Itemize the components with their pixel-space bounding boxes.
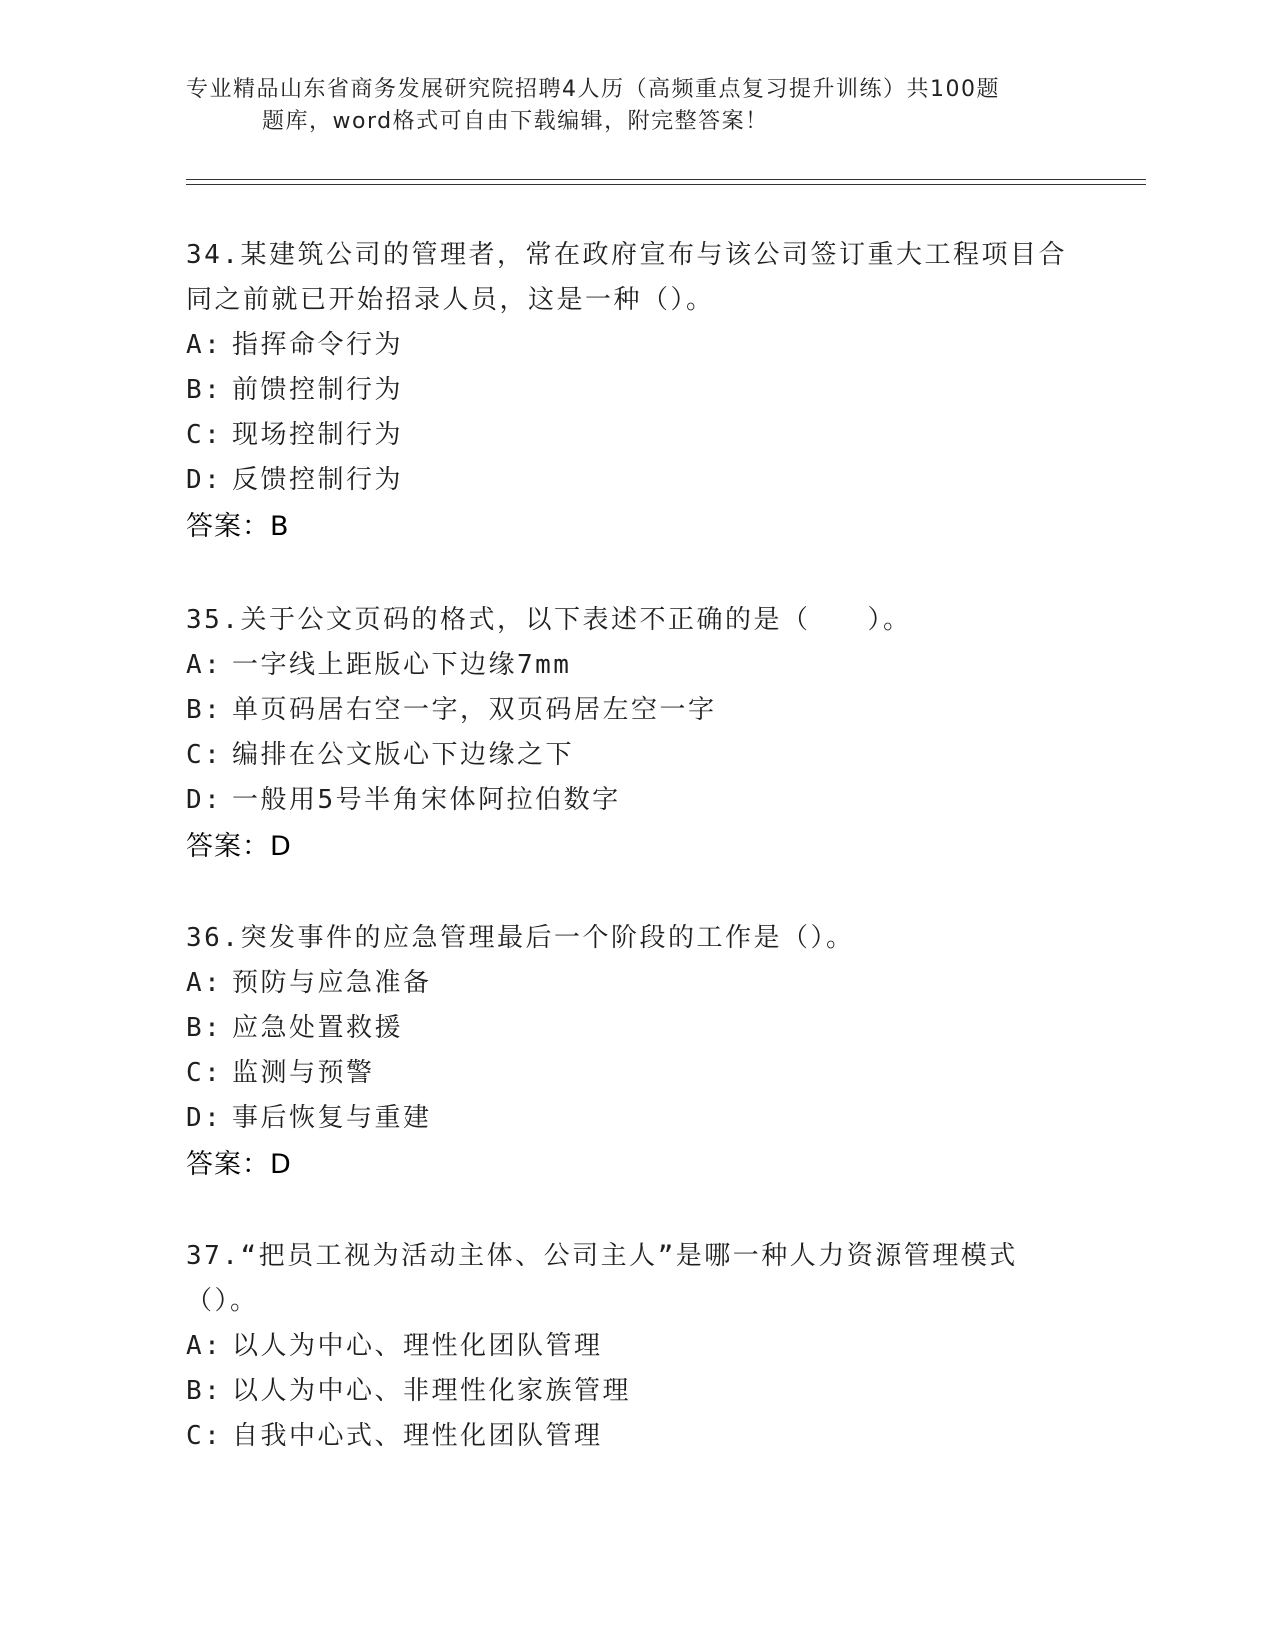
- header-title-line-2: 题库，word格式可自由下载编辑，附完整答案！: [262, 109, 769, 134]
- option-b: [186, 368, 1086, 413]
- question-36: [186, 916, 1086, 1189]
- answer-label: 答案：B: [186, 511, 290, 542]
- option-letter: D:: [186, 465, 223, 495]
- option-text: 反馈控制行为: [232, 465, 404, 495]
- question-stem: 37.“把员工视为活动主体、公司主人”是哪一种人力资源管理模式（）。: [186, 1241, 1018, 1316]
- option-letter: A:: [186, 1331, 223, 1361]
- option-c: [186, 1414, 1086, 1459]
- answer-label: 答案：D: [186, 831, 292, 862]
- option-letter: C:: [186, 420, 223, 450]
- option-b: [186, 1369, 1086, 1414]
- option-a: [186, 323, 1086, 368]
- document-header: [186, 74, 1066, 138]
- header-divider-top: [186, 179, 1146, 180]
- option-a: [186, 643, 1086, 688]
- question-35: [186, 598, 1086, 871]
- option-d: [186, 458, 1086, 503]
- option-text: 预防与应急准备: [232, 968, 432, 998]
- question-stem: 35.关于公文页码的格式，以下表述不正确的是（ ）。: [186, 605, 912, 635]
- option-a: [186, 961, 1086, 1006]
- option-letter: B:: [186, 375, 223, 405]
- header-title-line-1: 专业精品山东省商务发展研究院招聘4人历（高频重点复习提升训练）共100题: [186, 77, 1000, 102]
- option-letter: A:: [186, 330, 223, 360]
- option-text: 应急处置救援: [232, 1013, 404, 1043]
- answer-label: 答案：D: [186, 1149, 292, 1180]
- option-letter: B:: [186, 1013, 223, 1043]
- option-text: 编排在公文版心下边缘之下: [232, 740, 575, 770]
- option-letter: A:: [186, 650, 223, 680]
- question-stem: 34.某建筑公司的管理者，常在政府宣布与该公司签订重大工程项目合同之前就已开始招录人员，这是一种（）。: [186, 240, 1067, 315]
- question-34: [186, 233, 1086, 551]
- option-text: 现场控制行为: [232, 420, 404, 450]
- option-d: [186, 778, 1086, 823]
- question-37: [186, 1234, 1086, 1459]
- option-d: [186, 1096, 1086, 1141]
- option-text: 监测与预警: [232, 1058, 375, 1088]
- option-b: [186, 1006, 1086, 1051]
- header-divider-bottom: [186, 184, 1146, 185]
- option-text: 单页码居右空一字，双页码居左空一字: [232, 695, 717, 725]
- option-letter: C:: [186, 740, 223, 770]
- option-c: [186, 733, 1086, 778]
- option-a: [186, 1324, 1086, 1369]
- option-text: 一般用5号半角宋体阿拉伯数字: [232, 785, 621, 815]
- option-letter: A:: [186, 968, 223, 998]
- option-letter: B:: [186, 1376, 223, 1406]
- option-text: 前馈控制行为: [232, 375, 404, 405]
- option-letter: C:: [186, 1421, 223, 1451]
- option-letter: D:: [186, 1103, 223, 1133]
- option-text: 以人为中心、理性化团队管理: [232, 1331, 603, 1361]
- option-text: 自我中心式、理性化团队管理: [232, 1421, 603, 1451]
- question-stem: 36.突发事件的应急管理最后一个阶段的工作是（）。: [186, 923, 855, 953]
- option-c: [186, 1051, 1086, 1096]
- option-b: [186, 688, 1086, 733]
- option-text: 指挥命令行为: [232, 330, 404, 360]
- option-text: 以人为中心、非理性化家族管理: [232, 1376, 632, 1406]
- option-text: 事后恢复与重建: [232, 1103, 432, 1133]
- option-c: [186, 413, 1086, 458]
- option-letter: C:: [186, 1058, 223, 1088]
- option-text: 一字线上距版心下边缘7mm: [232, 650, 572, 680]
- option-letter: B:: [186, 695, 223, 725]
- option-letter: D:: [186, 785, 223, 815]
